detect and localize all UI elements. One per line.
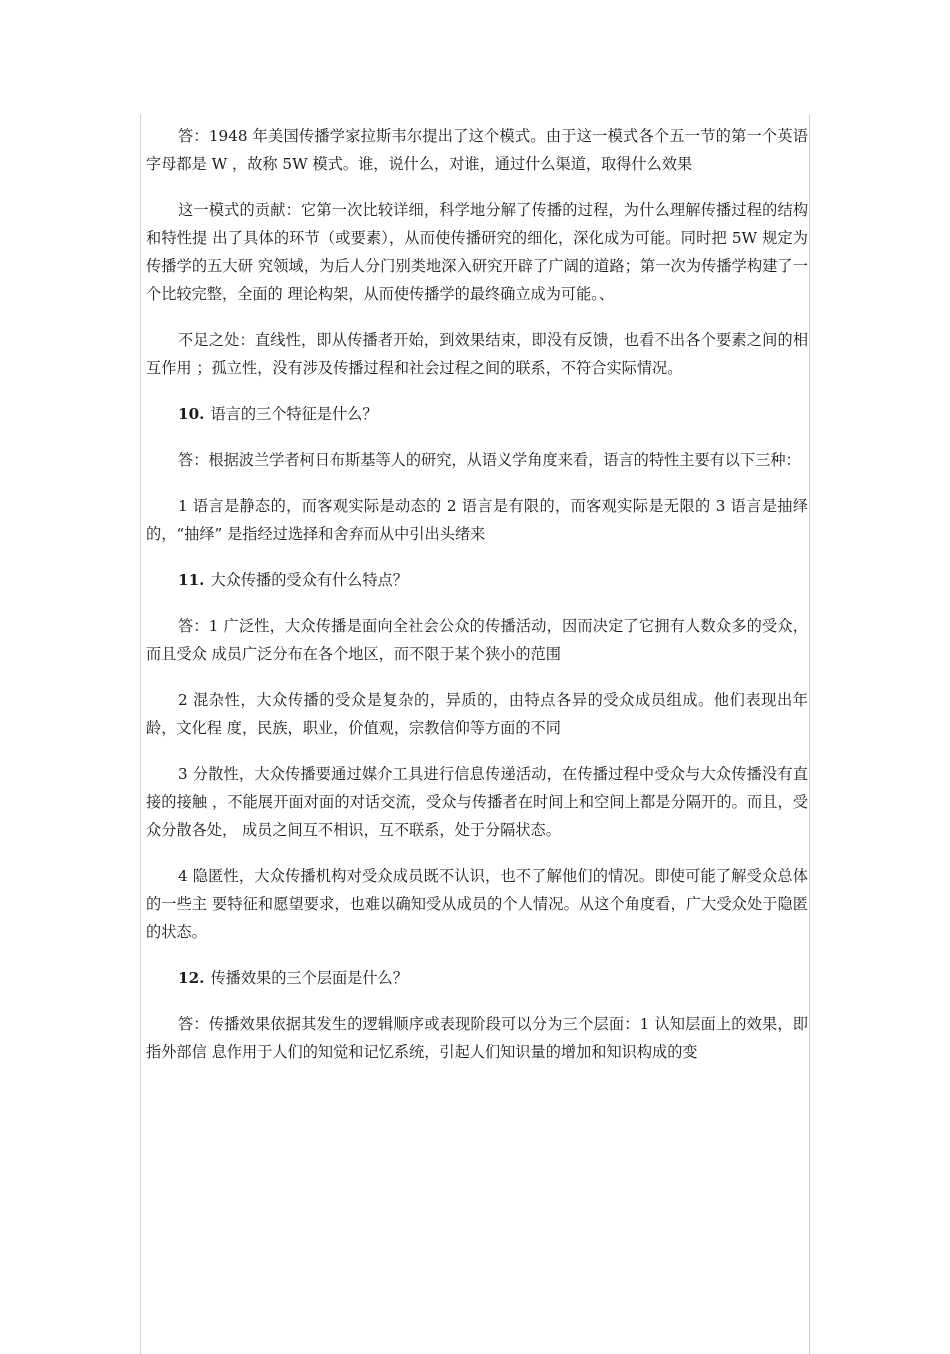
answer-paragraph-5w-model: 答：1948 年美国传播学家拉斯韦尔提出了这个模式。由于这一模式各个五一节的第一个英语字母都是 W ，故称 5W 模式。谁，说什么，对谁，通过什么渠道，取得什么效果 xyxy=(146,127,808,173)
paragraph-shortcomings: 不足之处：直线性，即从传播者开始，到效果结束，即没有反馈，也看不出各个要素之间的相互作用 ；孤立性，没有涉及传播过程和社会过程之间的联系，不符合实际情况。 xyxy=(146,331,808,377)
question-text: 大众传播的受众有什么特点？ xyxy=(210,571,408,589)
question-number: 10. xyxy=(178,405,205,423)
answer-paragraph: 答：1 广泛性，大众传播是面向全社会公众的传播活动，因而决定了它拥有人数众多的受众，而且受众 成员广泛分布在各个地区，而不限于某个狭小的范围 xyxy=(146,617,808,663)
question-12 xyxy=(146,964,808,992)
answer-paragraph: 答：根据波兰学者柯日布斯基等人的研究，从语义学角度来看，语言的特性主要有以下三种： xyxy=(178,451,801,469)
question-number: 12. xyxy=(178,969,205,987)
answer-paragraph: 4 隐匿性，大众传播机构对受众成员既不认识，也不了解他们的情况。即使可能了解受众总体的一些主 要特征和愿望要求，也难以确知受从成员的个人情况。从这个角度看，广大受众处于隐匿的状态。 xyxy=(146,867,808,941)
answer-paragraph: 2 混杂性，大众传播的受众是复杂的，异质的，由特点各异的受众成员组成。他们表现出年龄，文化程 度，民族，职业，价值观，宗教信仰等方面的不同 xyxy=(146,691,808,737)
question-text: 语言的三个特征是什么？ xyxy=(210,405,378,423)
answer-paragraph: 答：传播效果依据其发生的逻辑顺序或表现阶段可以分为三个层面：1 认知层面上的效果，即指外部信 息作用于人们的知觉和记忆系统，引起人们知识量的增加和知识构成的变 xyxy=(146,1015,808,1061)
answer-paragraph: 1 语言是静态的，而客观实际是动态的 2 语言是有限的，而客观实际是无限的 3 语言是抽绎的，“抽绎” 是指经过选择和舍弃而从中引出头绪来 xyxy=(146,497,808,543)
question-11 xyxy=(146,566,808,594)
answer-paragraph: 3 分散性，大众传播要通过媒介工具进行信息传递活动，在传播过程中受众与大众传播没有直接的接触 ，不能展开面对面的对话交流，受众与传播者在时间上和空间上都是分隔开的。而且，受众分散各处， 成员之间互不相识，互不联系，处于分隔状态。 xyxy=(146,765,808,839)
question-10 xyxy=(146,400,808,428)
document-content xyxy=(146,122,808,1084)
question-number: 11. xyxy=(178,571,205,589)
question-text: 传播效果的三个层面是什么？ xyxy=(210,969,408,987)
paragraph-contribution: 这一模式的贡献：它第一次比较详细，科学地分解了传播的过程，为什么理解传播过程的结构和特性提 出了具体的环节（或要素），从而使传播研究的细化，深化成为可能。同时把 5W 规定为传播学的五大研 究领域，为后人分门别类地深入研究开辟了广阔的道路；第一次为传播学构建了一个比较完整，全面的 理论构架，从而使传播学的最终确立成为可能。、 xyxy=(146,201,808,303)
